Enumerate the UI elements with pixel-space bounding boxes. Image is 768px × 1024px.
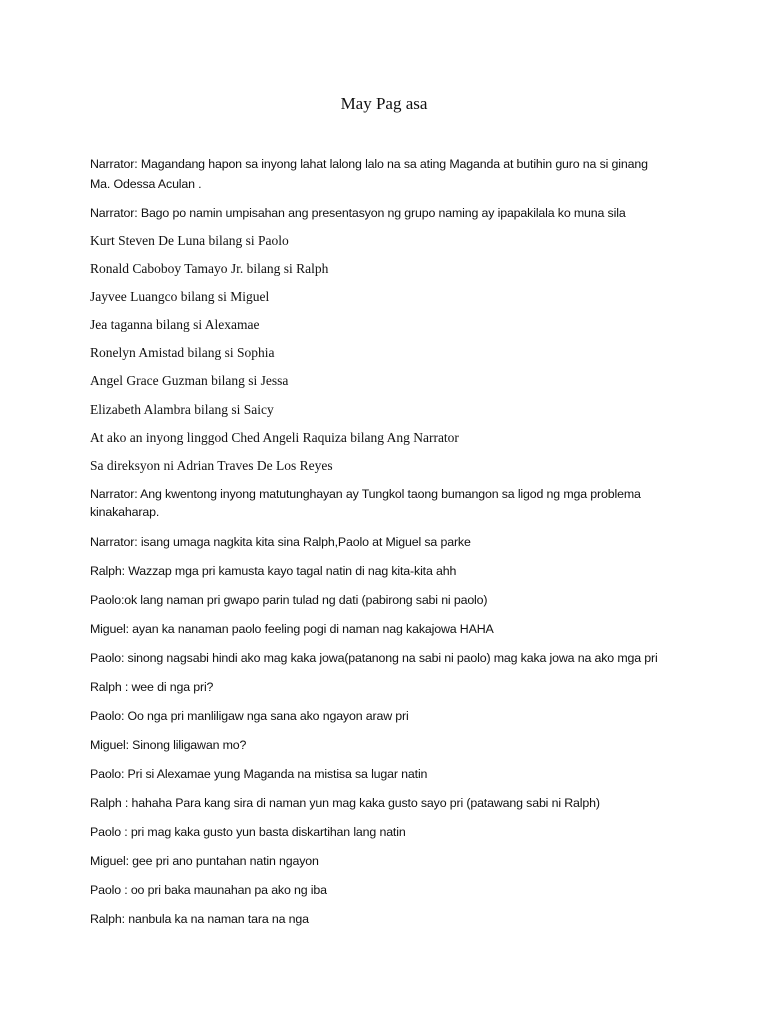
cast-line: Jea taganna bilang si Alexamae [90, 317, 260, 332]
script-line: Paolo : oo pri baka maunahan pa ako ng iba [90, 883, 327, 897]
cast-line: Ronelyn Amistad bilang si Sophia [90, 345, 275, 360]
script-line: Paolo : pri mag kaka gusto yun basta diskartihan lang natin [90, 825, 406, 839]
script-line: Paolo: Pri si Alexamae yung Maganda na mistisa sa lugar natin [90, 767, 428, 781]
script-line: Ma. Odessa Aculan . [90, 177, 202, 191]
script-line: Paolo: sinong nagsabi hindi ako mag kaka jowa(patanong na sabi ni paolo) mag kaka jowa na ako mga pri [90, 651, 658, 665]
document-title: May Pag asa [340, 94, 428, 113]
script-line: Paolo:ok lang naman pri gwapo parin tulad ng dati (pabirong sabi ni paolo) [90, 593, 488, 607]
script-line: Ralph: Wazzap mga pri kamusta kayo tagal natin di nag kita-kita ahh [90, 564, 457, 578]
script-line: Narrator: Bago po namin umpisahan ang presentasyon ng grupo naming ay ipapakilala ko muna sila [90, 206, 626, 220]
cast-line: Jayvee Luangco bilang si Miguel [90, 289, 270, 304]
script-line: kinakaharap. [90, 505, 160, 519]
script-line: Narrator: isang umaga nagkita kita sina Ralph,Paolo at Miguel sa parke [90, 535, 471, 549]
cast-line: Kurt Steven De Luna bilang si Paolo [90, 233, 289, 248]
cast-line: At ako an inyong linggod Ched Angeli Raquiza bilang Ang Narrator [90, 430, 459, 445]
cast-line: Angel Grace Guzman bilang si Jessa [90, 373, 289, 388]
cast-line: Elizabeth Alambra bilang si Saicy [90, 402, 274, 417]
script-line: Paolo: Oo nga pri manliligaw nga sana ako ngayon araw pri [90, 709, 409, 723]
cast-line: Ronald Caboboy Tamayo Jr. bilang si Ralph [90, 261, 329, 276]
script-line: Miguel: Sinong liligawan mo? [90, 738, 247, 752]
script-line: Miguel: gee pri ano puntahan natin ngayon [90, 854, 319, 868]
cast-line: Sa direksyon ni Adrian Traves De Los Reyes [90, 458, 333, 473]
script-line: Ralph : hahaha Para kang sira di naman yun mag kaka gusto sayo pri (patawang sabi ni Ralph) [90, 796, 600, 810]
script-line: Ralph: nanbula ka na naman tara na nga [90, 912, 309, 926]
script-line: Miguel: ayan ka nanaman paolo feeling pogi di naman nag kakajowa HAHA [90, 622, 494, 636]
script-line: Ralph : wee di nga pri? [90, 680, 214, 694]
script-line: Narrator: Ang kwentong inyong matutunghayan ay Tungkol taong bumangon sa ligod ng mga problema [90, 487, 641, 501]
script-line: Narrator: Magandang hapon sa inyong lahat lalong lalo na sa ating Maganda at butihin guro na si ginang [90, 157, 648, 171]
